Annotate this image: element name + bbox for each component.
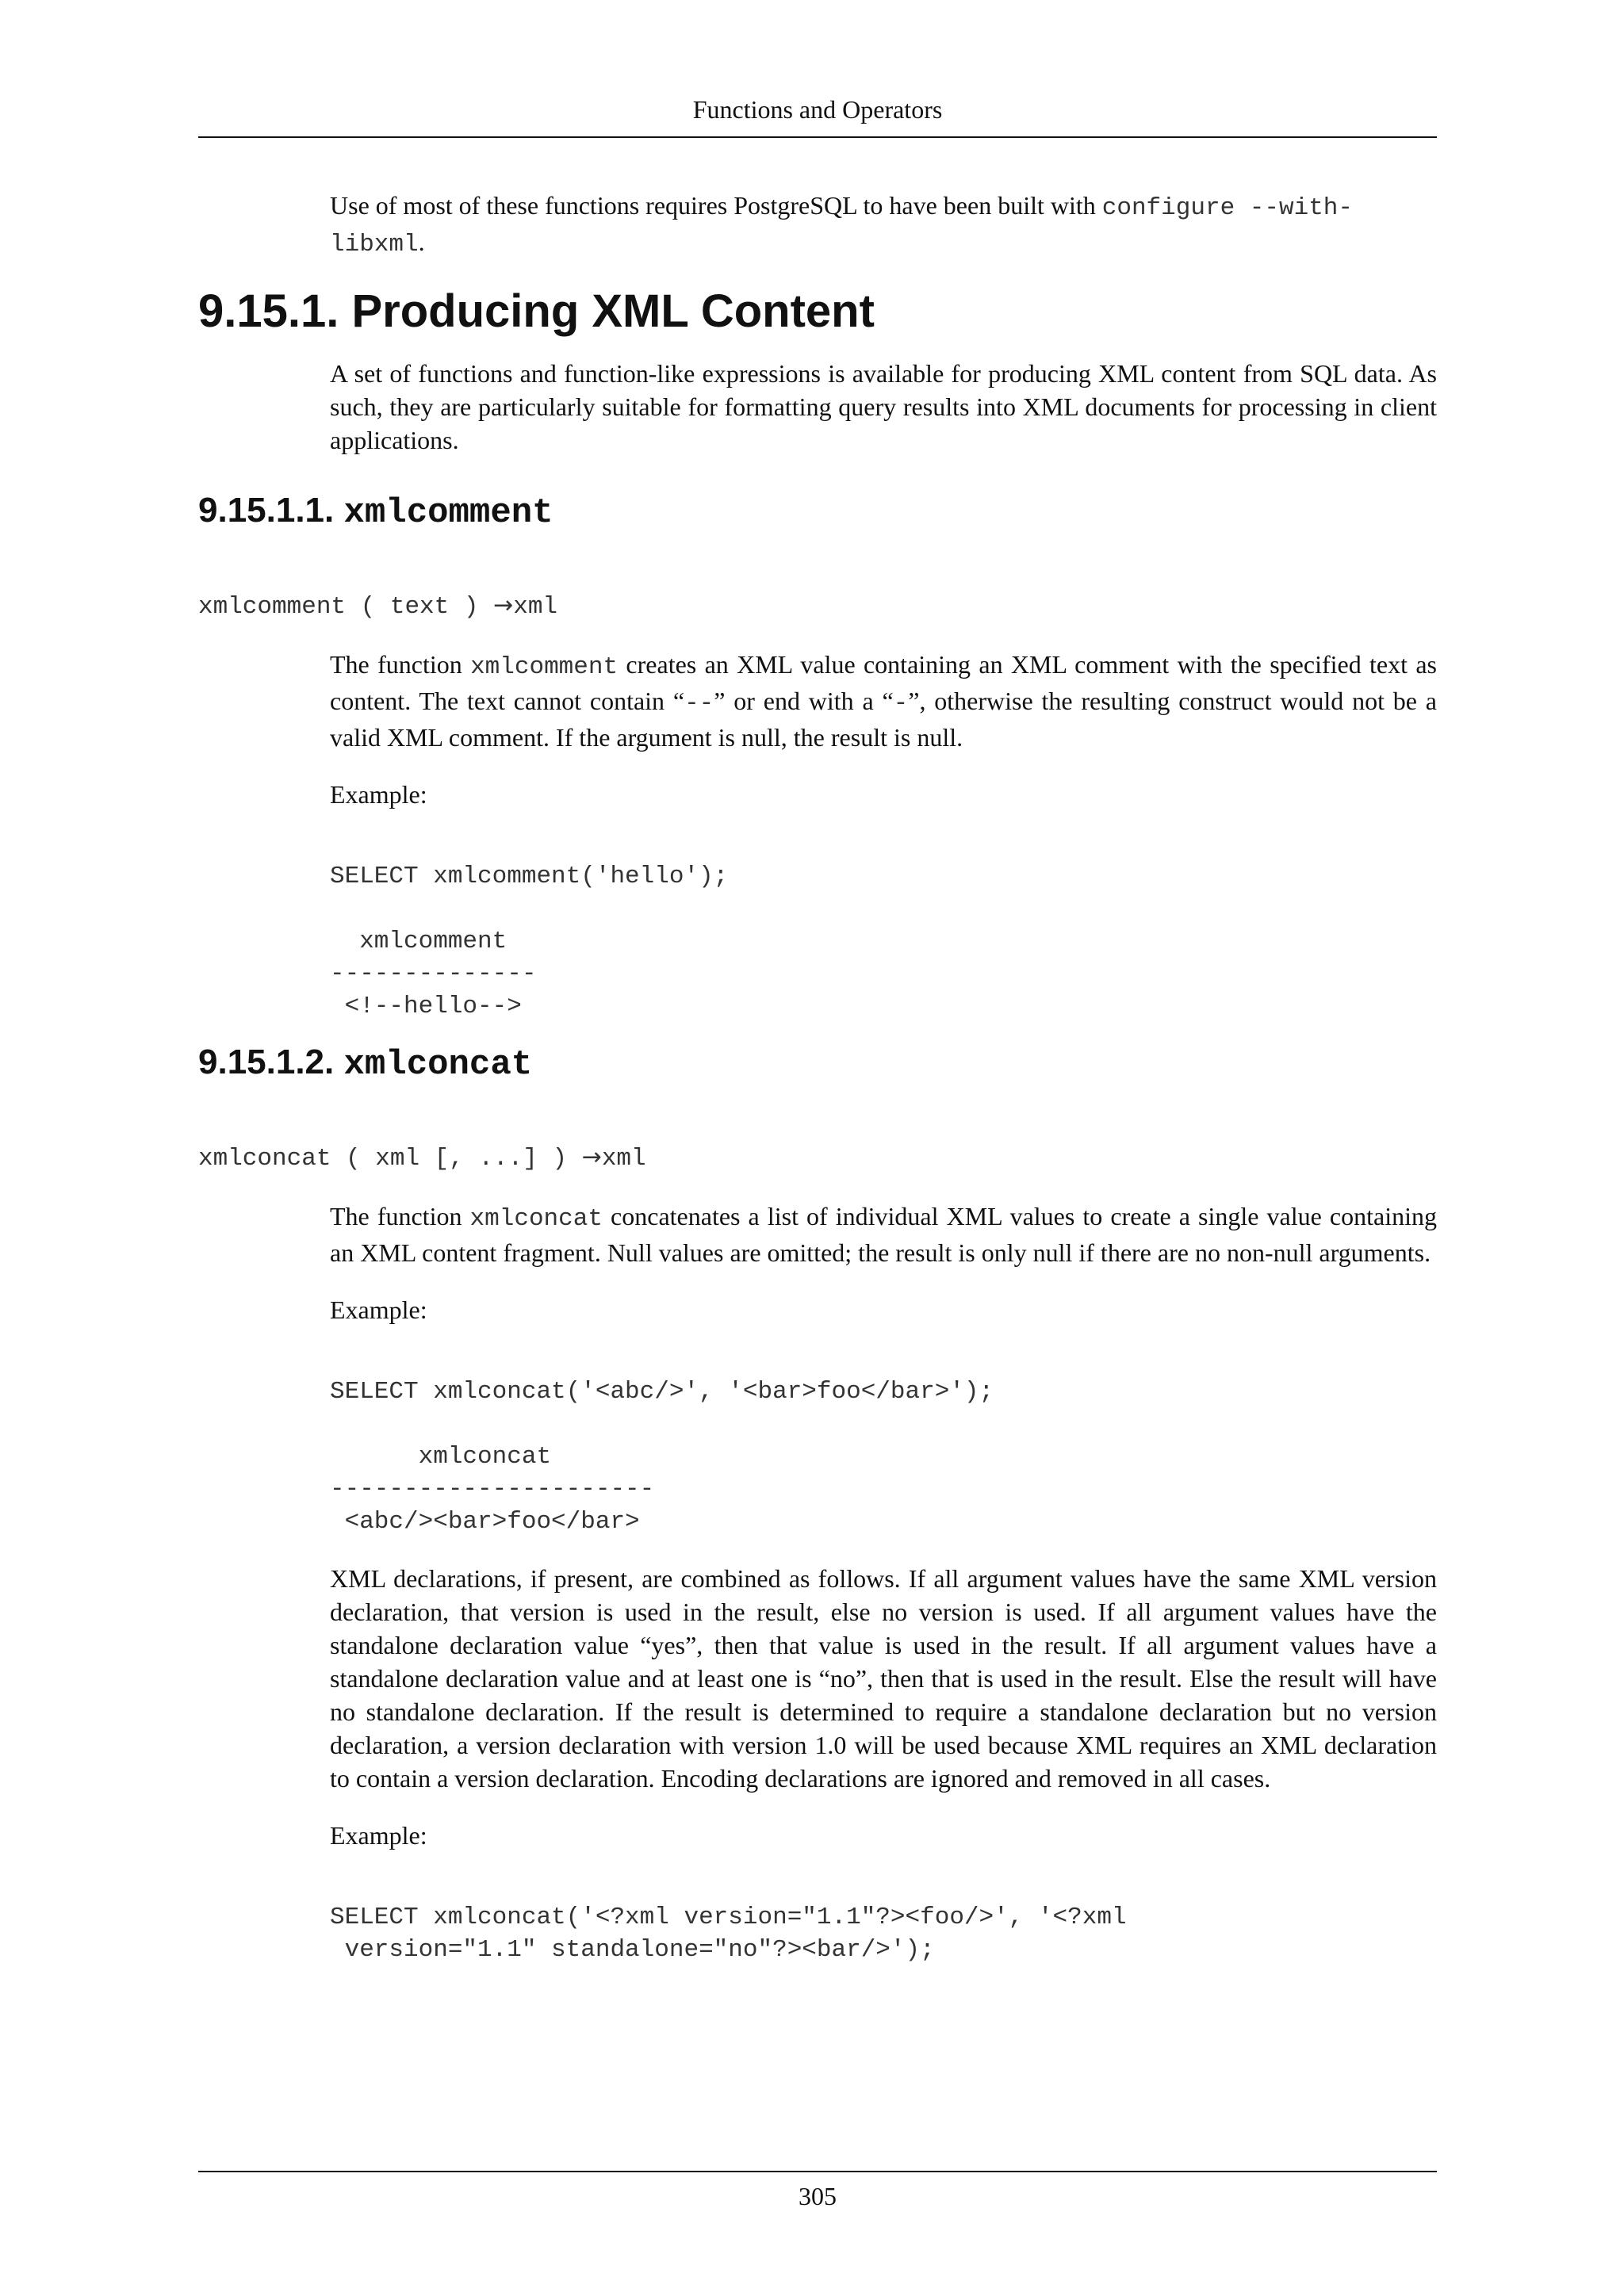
section-description: A set of functions and function-like expressions is available for producing XML content from SQL data. As such, they are particularly suitable for formatting query results into XML documents for processing in client applications. [330,359,1437,454]
intro-text-end: . [418,228,425,256]
xmlcomment-signature: xmlcomment ( text ) [198,593,479,621]
xmlcomment-return-type: xml [513,593,558,621]
xmlconcat-heading-code: xmlconcat [343,1045,533,1085]
xmlconcat-signature: xmlconcat ( xml [, ...] ) [198,1145,568,1173]
xmlcomment-heading-code: xmlcomment [343,493,553,533]
page-content [198,189,1437,1966]
xmlconcat-return-type: xml [601,1145,646,1173]
xmlconcat-description [330,1200,1437,1269]
dash-code: - [893,690,909,718]
xmlconcat-inline-code: xmlconcat [469,1205,603,1233]
xmlconcat-example-label: Example: [330,1295,427,1324]
xmlcomment-heading [198,488,1437,535]
xml-declarations-paragraph: XML declarations, if present, are combined as follows. If all argument values have the same XML version declaration, that version is used in the result, else no version is used. If all argument values have the standalone declaration value “yes”, then that value is used in the result. If all argument values have a standalone declaration value and at least one is “no”, then that is used in the result. Else the result will have no standalone declaration. If the result is determined to require a standalone declaration but no version declaration, a version declaration with version 1.0 will be used because XML requires an XML declaration to contain a version declaration. Encoding declarations are ignored and removed in all cases. [330,1564,1437,1793]
xmlcomment-description [330,648,1437,754]
desc-text: ” or end with a “ [714,687,894,715]
xmlcomment-inline-code: xmlcomment [470,653,619,681]
xmlconcat-heading [198,1040,1437,1087]
desc-text: concatenates a list of individual XML values to create a single value containing an XML content fragment. Null values are omitted; the result is only null if there are no non-null arguments. [330,1202,1438,1267]
intro-paragraph [330,189,1437,262]
xmlcomment-heading-number: 9.15.1.1. [198,491,344,530]
page-number: 305 [799,2182,837,2210]
xmlconcat-heading-number: 9.15.1.2. [198,1043,344,1081]
xmlconcat-example2-code: SELECT xmlconcat('<?xml version="1.1"?><foo/>', '<?xml version="1.1" standalone="no"?><bar/>'); [330,1904,1127,1964]
running-header: Functions and Operators [692,95,943,124]
double-dash-code: -- [684,690,714,718]
xmlconcat-example2-label: Example: [330,1821,427,1850]
xmlcomment-example-code: SELECT xmlcomment('hello'); xmlcomment -------------- <!--hello--> [330,863,729,1020]
header-rule [198,136,1437,138]
desc-text: The function [330,650,471,679]
configure-code: configure --with-libxml [330,194,1354,258]
desc-text: The function [330,1202,470,1230]
arrow-icon: → [493,591,514,619]
footer-rule [198,2171,1437,2172]
section-heading: 9.15.1. Producing XML Content [198,285,875,337]
intro-text: Use of most of these functions requires PostgreSQL to have been built with [330,191,1102,220]
xmlconcat-synopsis [198,1141,1305,1176]
xmlcomment-synopsis [198,589,1305,624]
desc-text: ”, otherwise the resulting construct would not be a valid XML comment. If the argument is null, the result is null. [330,687,1438,752]
desc-text: creates an XML value containing an XML comment with the specified text as content. The text cannot contain “ [330,650,1438,715]
xmlconcat-example-code: SELECT xmlconcat('<abc/>', '<bar>foo</bar>'); xmlconcat ---------------------- <abc/><bar>foo</bar> [330,1378,994,1536]
arrow-icon: → [581,1143,602,1171]
xmlcomment-example-label: Example: [330,780,427,809]
